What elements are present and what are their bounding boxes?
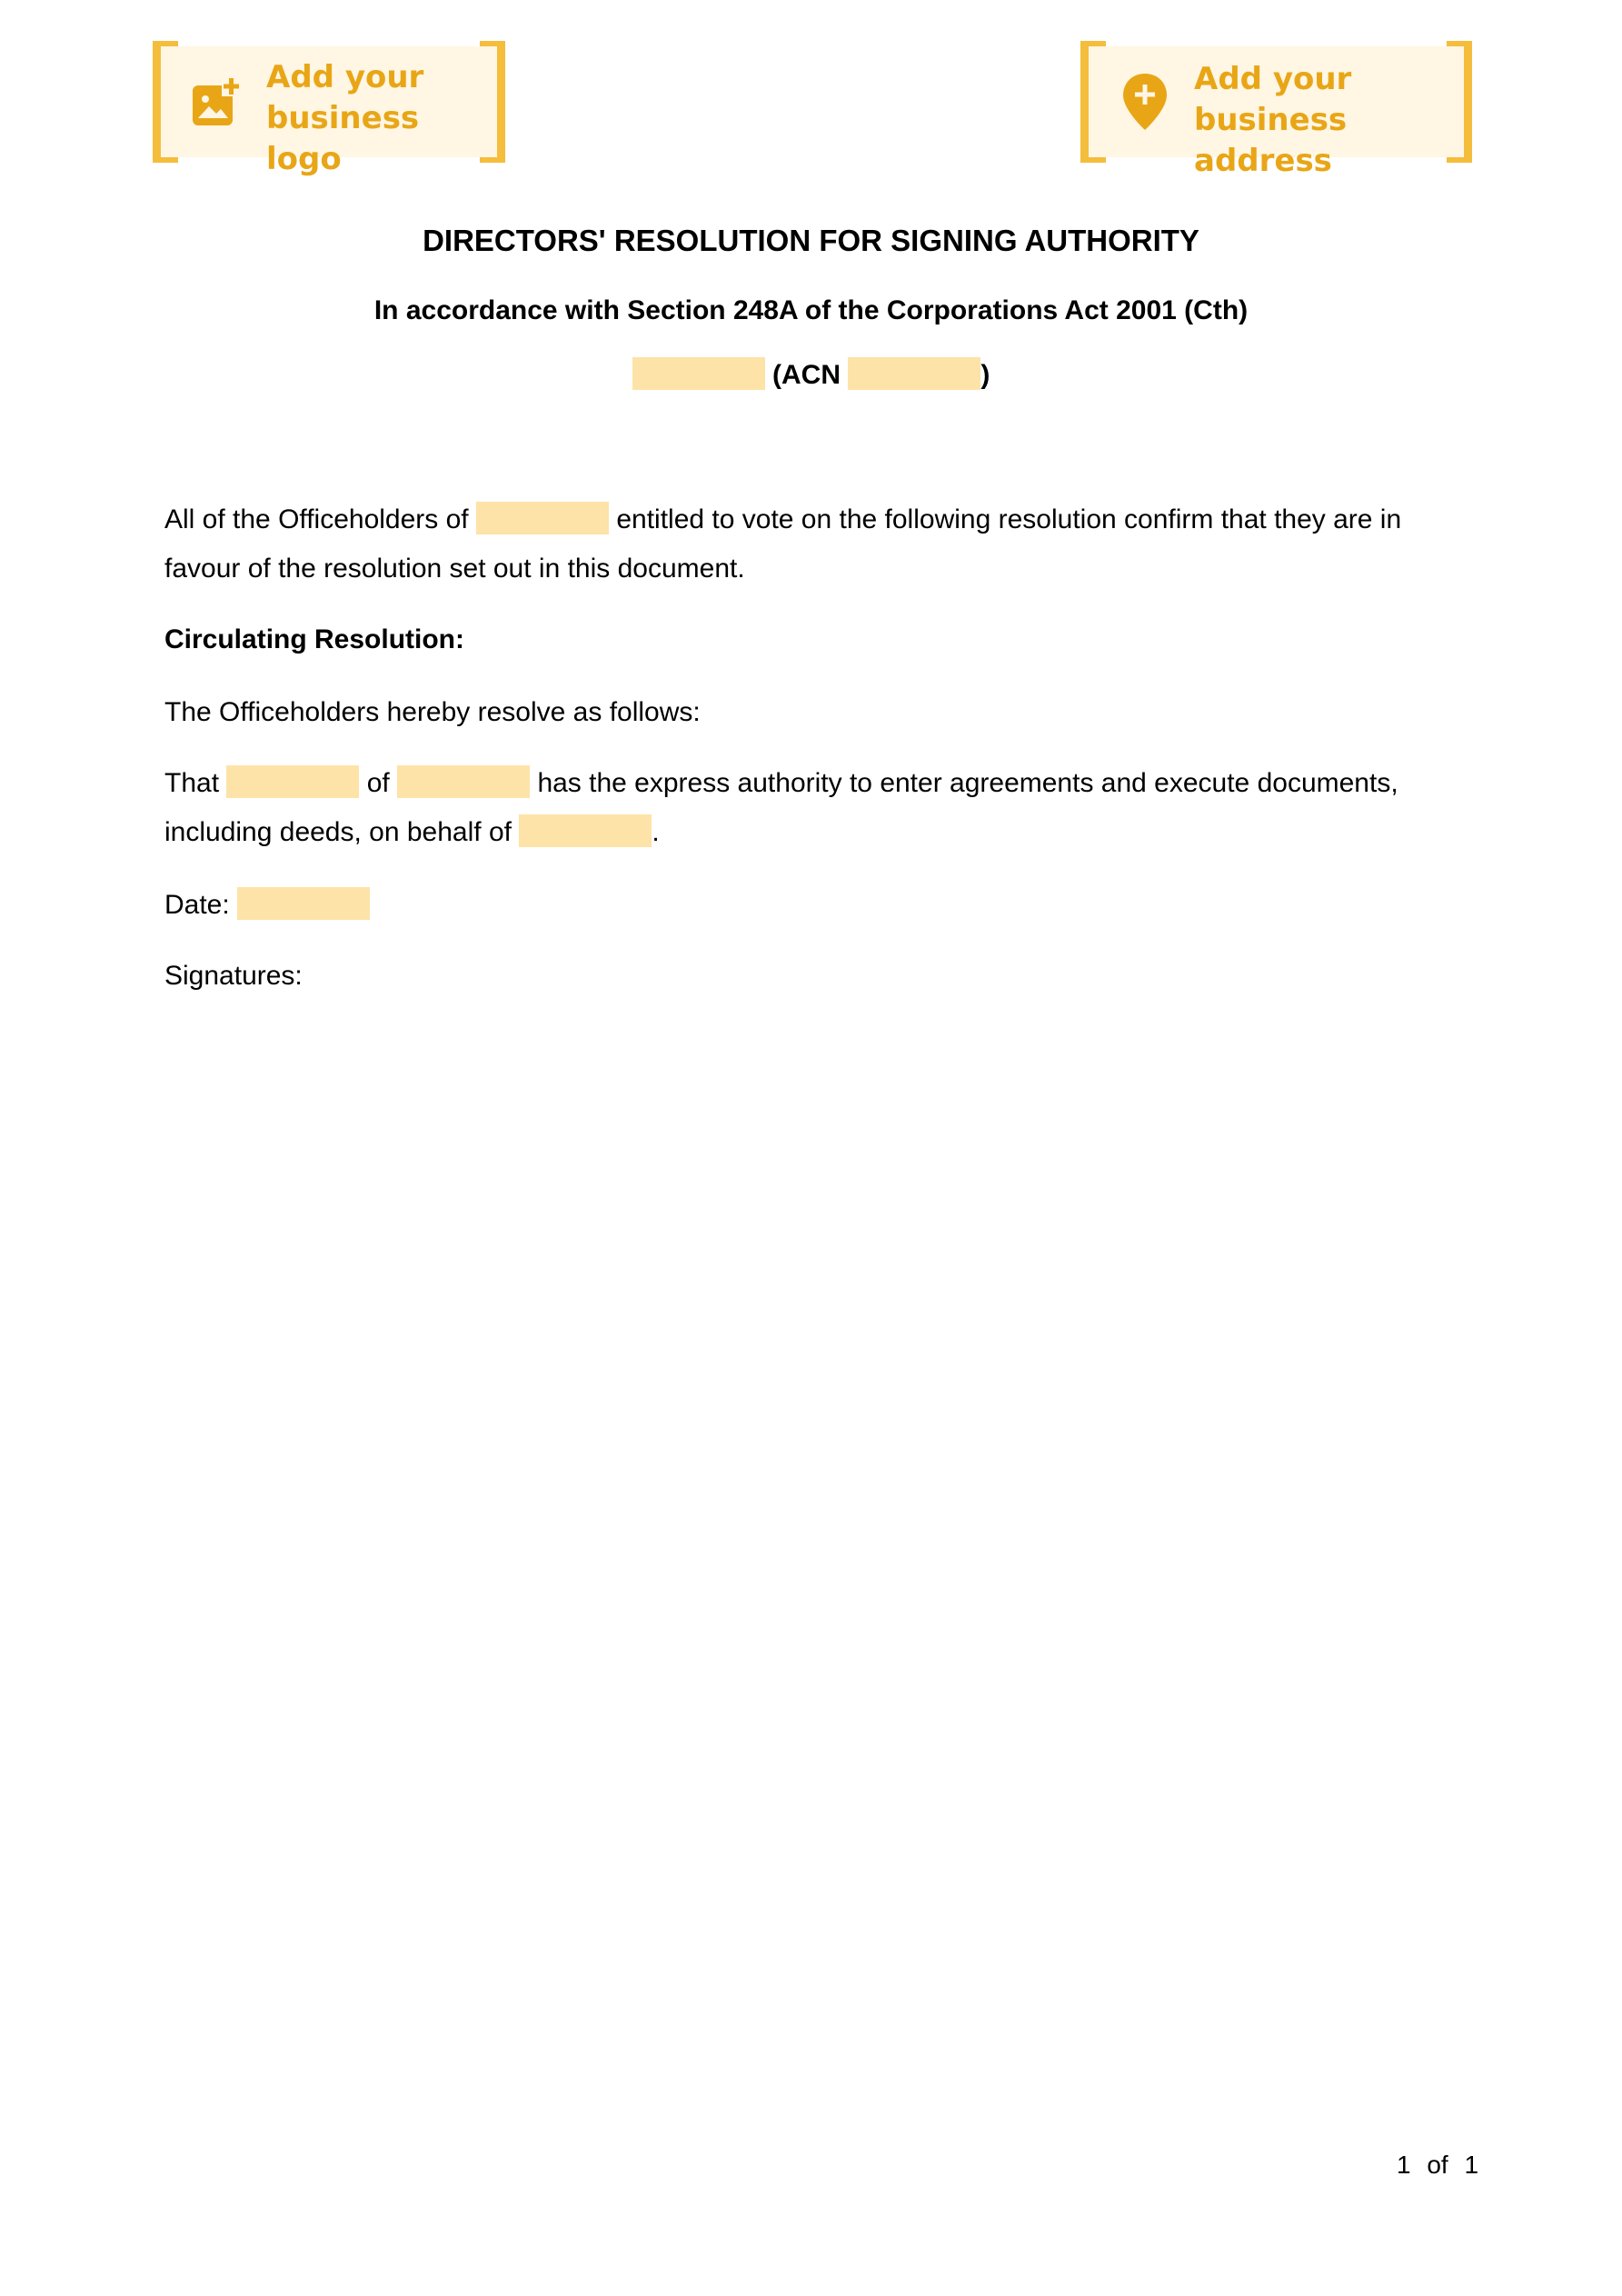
logo-placeholder-line2: business logo [266, 100, 420, 177]
business-logo-placeholder[interactable] [153, 46, 505, 177]
address-placeholder-line1: Add your [1194, 61, 1352, 97]
authority-text-main: has the express authority to enter agreements and execute documents, [537, 768, 1398, 798]
intro-paragraph [164, 495, 1473, 594]
intro-text-part1: All of the Officeholders of [164, 504, 469, 534]
logo-placeholder-text [266, 57, 497, 180]
logo-placeholder-line1: Add your [266, 59, 424, 95]
address-placeholder-text [1194, 59, 1464, 182]
person-address-field[interactable] [397, 765, 530, 798]
intro-line-1 [164, 495, 1473, 544]
authority-line-1 [164, 759, 1473, 808]
acn-suffix: ) [980, 360, 990, 390]
address-placeholder-line2: business address [1194, 102, 1348, 179]
intro-text-part2: entitled to vote on the following resolution confirm that they are in [616, 504, 1402, 534]
document-title: DIRECTORS' RESOLUTION FOR SIGNING AUTHORITY [423, 224, 1199, 257]
company-name-line [0, 357, 1622, 391]
signatures-label: Signatures: [164, 961, 303, 991]
authority-text-of: of [366, 768, 390, 798]
document-subtitle: In accordance with Section 248A of the Corporations Act 2001 (Cth) [373, 295, 1249, 325]
authority-period: . [652, 817, 660, 847]
intro-line-2: favour of the resolution set out in this document. [164, 554, 745, 584]
authority-paragraph [164, 759, 1473, 857]
location-pin-plus-icon [1120, 72, 1169, 132]
date-line [164, 881, 1473, 930]
acn-prefix: (ACN [772, 360, 841, 390]
business-address-placeholder[interactable] [1080, 46, 1472, 179]
company-name-field[interactable] [632, 357, 765, 390]
date-field[interactable] [237, 887, 370, 920]
authority-line-2 [164, 808, 1473, 857]
company-name-field-intro[interactable] [476, 502, 609, 534]
authority-text-that: That [164, 768, 220, 798]
authority-text-behalf: including deeds, on behalf of [164, 817, 512, 847]
company-name-field-authority[interactable] [519, 814, 652, 847]
circulating-resolution-heading: Circulating Resolution: [164, 624, 464, 654]
page-number: 1 of 1 [1397, 2151, 1479, 2179]
resolve-statement: The Officeholders hereby resolve as follows: [164, 697, 701, 727]
acn-field[interactable] [848, 357, 980, 390]
add-image-icon [191, 76, 242, 127]
date-label: Date: [164, 890, 230, 920]
person-name-field[interactable] [226, 765, 359, 798]
